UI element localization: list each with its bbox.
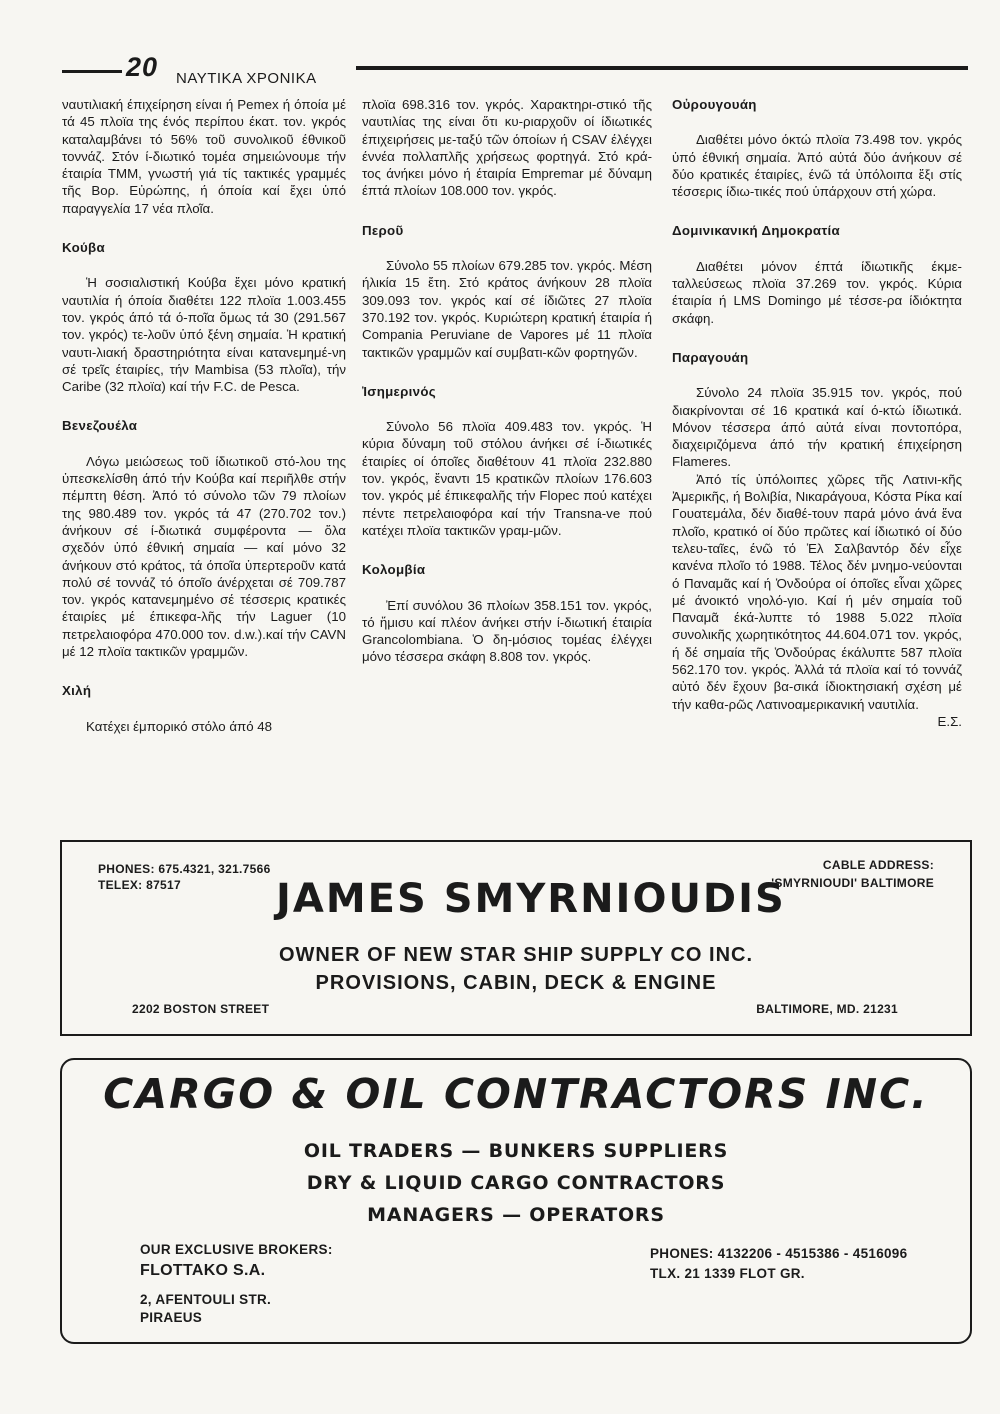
paragraph-colombia: Ἐπί συνόλου 36 πλοίων 358.151 τον. γκρός, τό ἥμισυ καί πλέον άνήκει στήν ί-διωτική έταιρία Grancolombiana. Ὁ δη-μόσιος τομέας έλέγχει μόνο τέσσερα σκάφη 8.808 τον. γκρός. xyxy=(362,597,652,665)
ad1-tagline-owner: OWNER OF NEW STAR SHIP SUPPLY CO INC. xyxy=(278,944,754,966)
header-rule-left xyxy=(62,70,122,73)
ad1-company-name: JAMES SMYRNIOUDIS xyxy=(276,876,786,922)
article-column-1 xyxy=(62,96,346,735)
ad2-tagline-managers: MANAGERS — OPERATORS xyxy=(367,1204,665,1226)
ad-cargo-oil-contractors xyxy=(60,1058,972,1344)
paragraph-venezuela: Λόγω μειώσεως τοῦ ίδιωτικοῦ στό-λου της ὑπεσκελίσθη άπό τήν Κούβα καί περιῆλθε στήν πέμπτη θέση. Ἀπό τό σύνολο τῶν 79 πλοίων της 980.489 τον. γκρός τά 47 (270.702 τον.) άνήκουν σέ ί-διωτικά συμφέροντα — ὅλα σχεδόν ὑπό έθνική σημαία — καί μόνο 32 άνήκουν στό κράτος, τά όποῖα ὑπερτεροῦν κατά πολύ σέ τοννάζ τό όποῖο άνέρχεται σέ 709.787 τον. γκρός κατανεμημένο σέ τέσσερις κρατικές έταιρίες μέ έπικεφα-λῆς τήν Laguer (10 πετρελαιοφόρα 470.000 τον. d.w.).καί τήν CAVN μέ 12 πλοϊα τακτικῶν γραμμῶν. xyxy=(62,453,346,660)
section-heading-colombia: Κολομβία xyxy=(362,562,426,578)
paragraph-paraguay: Σύνολο 24 πλοϊα 35.915 τον. γκρός, πού διακρίνονται σέ 16 κρατικά καί ό-κτώ ίδιωτικά. Μόνον τέσσερα άπό αὐτά είναι ποντοπόρα, διαχειριζόμενα άπό τήν κρατική έπιχείρηση Flameres. xyxy=(672,385,962,470)
paragraph-uruguay: Διαθέτει μόνο όκτώ πλοϊα 73.498 τον. γκρός ὑπό έθνική σημαία. Ἀπό αὐτά δύο άνήκουν σέ δύο κρατικές έταιρίες, ένῶ τά ὑπόλοιπα ἕξι στίς τέσσερις ίδιω-τικές πού ὑπάρχουν στή χώρα. xyxy=(672,132,962,200)
section-heading-cuba: Κούβα xyxy=(62,240,105,256)
paragraph-chile-continued: πλοϊα 698.316 τον. γκρός. Χαρακτηρι-στικό τῆς ναυτιλίας της είναι ὅτι κυ-ριαρχοῦν οί ίδιωτικές έπιχειρήσεις με-ταξύ τῶν όποίων ή CSAV έλέγχει έννέα πολλαπλῆς χρήσεως φορτηγά. Στό κρά-τος άνήκει μόνο ή έταιρία Empremar μέ δύναμη έπτά πλοίων 108.000 τον. γκρός. xyxy=(362,97,652,199)
ad1-phones: PHONES: 675.4321, 321.7566 xyxy=(98,862,271,876)
ad2-telex: TLX. 21 1339 FLOT GR. xyxy=(650,1266,805,1281)
ad2-tagline-cargo: DRY & LIQUID CARGO CONTRACTORS xyxy=(306,1172,726,1194)
paragraph-ecuador: Σύνολο 56 πλοϊα 409.483 τον. γκρός. Ἡ κύρια δύναμη τοῦ στόλου άνήκει σέ ί-διωτικές έταιρίες οί όποῖες διαθέτουν 41 πλοϊα 232.880 τον. γκρός, ἔναντι 15 κρατικῶν πλοίων 176.603 τον. γκρός μέ έπικεφαλῆς τήν Flopec πού κατέχει πέντε πετρελαιοφόρα καί τήν Transna-ve πού κατέχει πλοϊα τακτικῶν γραμ-μῶν. xyxy=(362,419,652,538)
ad1-street: 2202 BOSTON STREET xyxy=(132,1002,270,1016)
ad1-cable-value: 'SMYRNIOUDI' BALTIMORE xyxy=(771,876,934,890)
ad1-telex: TELEX: 87517 xyxy=(98,878,181,892)
paragraph-cuba: Ἡ σοσιαλιστική Κούβα ἔχει μόνο κρατική ναυτιλία ή όποία διαθέτει 122 πλοϊα 1.003.455 τον. γκρός άπό τά ό-ποῖα ὅμως τά 30 (291.567 τον. γκρός) τε-λοῦν ὑπό ξένη σημαία. Ἡ κρατική ναυτι-λιακή δραστηριότητα είναι κατανεμημέ-νη σέ τρεῖς έταιρίες, τήν Mambisa (53 πλοῖα), τήν Caribe (32 πλοϊα) καί τήν F.C. de Pesca. xyxy=(62,275,346,395)
section-heading-dominican-republic: Δομινικανική Δημοκρατία xyxy=(672,223,841,239)
ad2-phones: PHONES: 4132206 - 4515386 - 4516096 xyxy=(650,1246,908,1261)
paragraph-peru: Σύνολο 55 πλοίων 679.285 τον. γκρός. Μέση ήλικία 15 ἔτη. Στό κράτος άνήκουν 28 πλοϊα 309.093 τον. γκρός καί σέ ίδιῶτες 27 πλοϊα 370.192 τον. γκρός. Κυριώτερη κρατική έταιρία ή Compania Peruviane de Vapores μέ 11 πλοϊα τακτικῶν γραμμῶν καί συμβατι-κῶν φορτηγῶν. xyxy=(362,258,652,360)
ad-james-smyrnioudis xyxy=(60,840,972,1036)
magazine-title: ΝΑΥΤΙΚΑ ΧΡΟΝΙΚΑ xyxy=(176,70,317,87)
section-heading-uruguay: Οὐρουγουάη xyxy=(672,97,757,112)
ad2-tagline-traders: OIL TRADERS — BUNKERS SUPPLIERS xyxy=(303,1140,729,1162)
section-heading-ecuador: Ἰσημερινός xyxy=(362,383,437,399)
section-heading-peru: Περοῦ xyxy=(362,222,404,238)
ad2-company-name: CARGO & OIL CONTRACTORS INC. xyxy=(103,1070,929,1118)
ad1-city: BALTIMORE, MD. 21231 xyxy=(756,1002,898,1016)
paragraph-other-countries: Ἀπό τίς ὑπόλοιπες χῶρες τῆς Λατινι-κῆς Ἀμερικῆς, ή Βολιβία, Νικαράγουα, Κόστα Ρίκα καί Γουατεμάλα, δέν διαθέ-τουν παρά μόνο άνά ἕνα πλοῖο, κρατικό οί δύο πρῶτες καί ίδιωτικό οί δύο τελευ-ταῖες, ένῶ τό Ἐλ Σαλβαντόρ δέν εἶχε κανένα πλοῖο τό 1988. Τέλος δέν μνημο-νεύονται ό Παναμᾶς καί ή Ὁνδούρα οί όποῖες εἶναι χῶρες μέ άνοικτό νηολό-γιο. Καί ή μέν σημαία τοῦ Παναμᾶ έκά-λυπτε τό 1988 5.022 πλοϊα συνολικῆς χωρητικότητος 44.604.071 τον. γκρός, ή δέ σημαία τῆς Ὁνδούρας έκάλυπτε 587 πλοϊα 562.170 τον. γκρός. Ἀλλά τά πλοϊα καί τό τοννάζ αὐτό δέν ἔχουν βα-σικά ίδιοκτησιακή σχέση μέ τήν καθα-ρῶς Λατινοαμερικανική ναυτιλία. xyxy=(672,471,962,712)
ad1-cable-label: CABLE ADDRESS: xyxy=(822,858,934,872)
paragraph-mexico-continued: ναυτιλιακή έπιχείρηση είναι ή Pemex ή όποία μέ τά 45 πλοϊα της ένός περίπου έκατ. τον. γκρός καταλαμβάνει τό 56% τοῦ συνολικοῦ έθνικοῦ τοννάζ. Στόν ί-διωτικό τομέα σημειώνουμε τήν έταιρία ΤΜΜ, γνωστή γιά τίς τακτικές γραμμές τῆς Βορ. Εὐρώπης, ή όποία καί ἔχει ὑπό παραγγελία 17 νέα πλοῖα. xyxy=(62,97,346,216)
ad2-brokers-label: OUR EXCLUSIVE BROKERS: xyxy=(140,1242,333,1257)
article-column-2 xyxy=(362,96,652,666)
paragraph-dominican-republic: Διαθέτει μόνον έπτά ίδιωτικῆς έκμε-ταλλεύσεως πλοϊα 37.269 τον. γκρός. Κύρια έταιρία ή LMS Domingo μέ τέσσε-ρα ίδιόκτητα σκάφη. xyxy=(672,258,962,326)
ad2-address-city: PIRAEUS xyxy=(140,1310,203,1325)
section-heading-paraguay: Παραγουάη xyxy=(672,349,749,365)
ad2-address-street: 2, AFENTOULI STR. xyxy=(140,1292,272,1307)
section-heading-venezuela: Βενεζουέλα xyxy=(62,418,138,434)
paragraph-chile: Κατέχει έμπορικό στόλο άπό 48 xyxy=(86,718,273,734)
ad2-brokers-name: FLOTTAKO S.A. xyxy=(140,1262,266,1279)
section-heading-chile: Χιλή xyxy=(62,683,92,699)
ad1-tagline-provisions: PROVISIONS, CABIN, DECK & ENGINE xyxy=(315,972,717,994)
page-number: 20 xyxy=(126,52,159,82)
author-signature: Ε.Σ. xyxy=(937,713,962,729)
header-rule-right xyxy=(356,66,968,70)
article-column-3 xyxy=(672,96,962,730)
